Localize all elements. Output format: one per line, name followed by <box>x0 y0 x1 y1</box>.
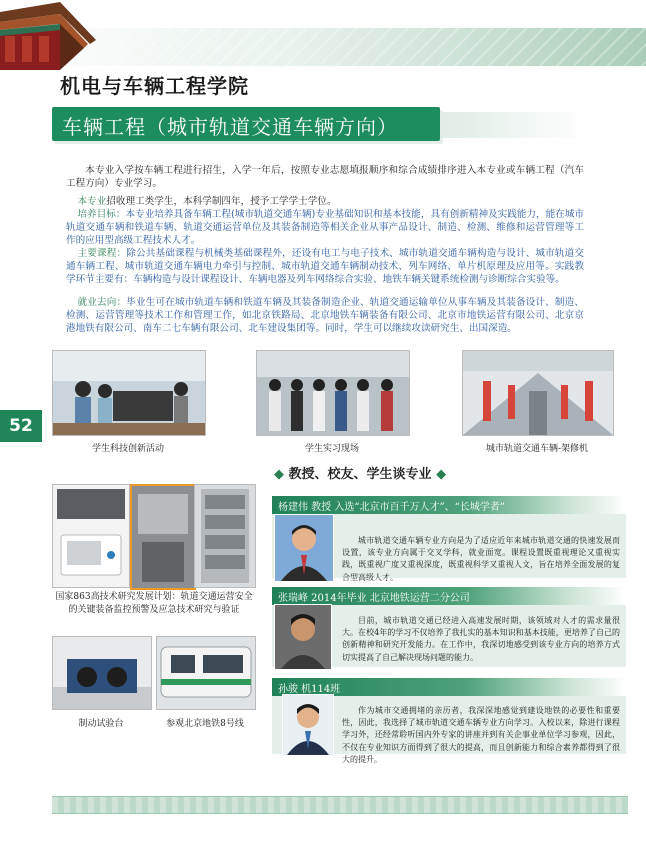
photo-cabinet <box>194 484 256 588</box>
photo-train-interior <box>130 484 196 590</box>
portrait-alumnus <box>274 604 332 670</box>
text-goals: 本专业培养具备车辆工程(城市轨道交通车辆)专业基础知识和基本技能，具有创新精神及实践能力，能在城市轨道交通车辆和铁道车辆、轨道交通运营单位及其装备制造等相关企业从事产品设计、制造、检测、维修和运营管理等工作的应用型高级工程技术人才。 <box>66 209 585 247</box>
caption-863-project: 国家863高技术研究发展计划：轨道交通运营安全的关键装备监控预警及应急技术研究与验证 <box>55 592 253 615</box>
portrait-student <box>282 694 334 756</box>
photo-student-innovation <box>52 350 206 436</box>
testimonial-2-name: 张瑞峰 2014年毕业 北京地铁运营二分公司 <box>278 593 470 604</box>
text-courses: 除公共基础课程与机械类基础课程外，还设有电工与电子技术、城市轨道交通车辆构造与设计、城市轨道交通车辆工程、城市轨道交通车辆电力牵引与控制、城市轨道交通车辆制动技术、列车网络、单片机原理及应用等。实践教学环节主要有：车辆构造与设计课程设计、车辆电器及列车网络综合实验、地铁车辆关键系统检测与诊断综合实验等。 <box>66 248 585 286</box>
caption-brake-test: 制动试验台 <box>78 719 124 729</box>
portrait-professor <box>274 514 334 582</box>
title-fade <box>440 112 590 138</box>
header-pattern <box>70 28 646 66</box>
testimonial-1-header <box>272 496 626 514</box>
photo-equipment-box <box>52 484 130 588</box>
photo-brake-test-bench <box>52 636 152 710</box>
paragraph-enrollment <box>66 195 584 208</box>
program-title: 车辆工程（城市轨道交通车辆方向） <box>62 115 398 139</box>
testimonials-heading: ◆ 教授、校友、学生谈专业 ◆ <box>274 467 447 482</box>
label-employment: 就业去向： <box>77 297 127 308</box>
paragraph-courses <box>66 247 584 287</box>
caption-internship: 学生实习现场 <box>304 444 359 454</box>
caption-metro-line8: 参观北京地铁8号线 <box>166 719 244 729</box>
paragraph-employment <box>66 296 584 336</box>
caption-repair-machine: 城市轨道交通车辆-架修机 <box>485 444 589 454</box>
paragraph-goals <box>66 208 584 248</box>
testimonial-1-text: 城市轨道交通车辆专业方向是为了适应近年来城市轨道交通的快速发展而设置，该专业方向属于交叉学科，就业面宽。课程设置既重视理论又重视实践，既重视广度又重视深度，既重视科学又重视人文，旨在培养全面发展的复合型高级人才。 <box>342 536 620 582</box>
page-number: 52 <box>0 410 42 442</box>
intro-paragraph: 本专业入学按车辆工程进行招生，入学一年后，按照专业志愿填报顺序和综合成绩排序进入本专业或车辆工程（汽车工程方向）专业学习。 <box>66 165 584 190</box>
college-name: 机电与车辆工程学院 <box>60 74 249 98</box>
label-courses: 主要课程： <box>77 248 127 259</box>
testimonial-1-name: 杨建伟 教授 入选“北京市百千万人才”、“长城学者” <box>278 502 505 513</box>
photo-repair-machine <box>462 350 614 436</box>
label-goals: 培养目标： <box>77 209 126 220</box>
caption-innovation: 学生科技创新活动 <box>91 444 164 454</box>
palace-roof-icon <box>0 0 100 70</box>
text-employment: 毕业生可在城市轨道车辆和铁道车辆及其装备制造企业、轨道交通运输单位从事车辆及其装备设计、制造、检测、运营管理等技术工作和管理工作，如北京铁路局、北京地铁车辆装备有限公司、北京市地铁运营有限公司、北京京港地铁有限公司、南车二七车辆有限公司、北车建设集团等。同时，学生可以继续攻读研究生、出国深造。 <box>66 297 585 335</box>
photo-internship <box>256 350 410 436</box>
testimonial-2-text: 目前，城市轨道交通已经进入高速发展时期，该领域对人才的需求量很大。在校4年的学习不仅培养了我扎实的基本知识和基本技能，更培养了自己的创新精神和研究开发能力。在工作中，我深切地感受到该专业方向的培养方式切实提高了自己解决现场问题的能力。 <box>342 616 620 662</box>
text-enrollment: 招收理工类学生，本科学制四年，授予工学学士学位。 <box>106 196 337 207</box>
label-enrollment: 本专业 <box>77 196 107 207</box>
testimonial-3-name: 孙骏 机114班 <box>278 684 341 695</box>
footer-ornament <box>52 796 628 814</box>
testimonial-3-text: 作为城市交通拥堵的亲历者，我深深地感觉到建设地铁的必要性和重要性，因此，我选择了城市轨道交通车辆专业方向学习。入校以来，除进行课程学习外，还经常聆听国内外专家的讲座并到有关企事业单位学习参观，因此，不仅在专业知识方面得到了很大的提高，而且创新能力和综合素养都得到了很大的提升。 <box>342 706 620 764</box>
testimonial-2-header <box>272 587 626 605</box>
photo-beijing-metro-line8 <box>156 636 256 710</box>
